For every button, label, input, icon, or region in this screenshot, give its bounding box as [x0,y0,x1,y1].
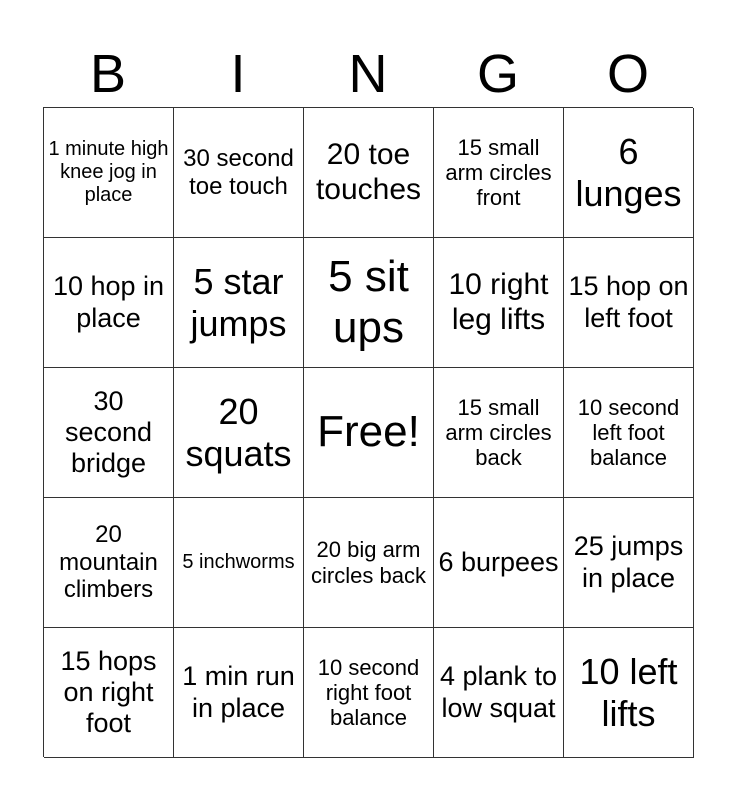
bingo-cell[interactable] [434,238,564,368]
cell-text: 10 hop in place [52,271,165,333]
bingo-cell[interactable] [304,498,434,628]
cell-text: 4 plank to low squat [439,661,558,723]
cell-text: 20 squats [185,391,292,474]
cell-text: Free! [317,407,420,457]
bingo-cell[interactable] [44,628,174,758]
bingo-cell[interactable] [174,238,304,368]
bingo-cell[interactable] [174,108,304,238]
cell-text: 30 second toe touch [183,144,294,200]
cell-text: 30 second bridge [64,385,153,479]
header-letter-o: O [606,44,649,104]
bingo-cell[interactable] [564,368,694,498]
cell-text: 5 sit ups [328,251,409,352]
cell-text: 15 small arm circles back [445,394,552,471]
bingo-cell[interactable] [304,108,434,238]
bingo-header [43,40,693,108]
cell-text: 10 left lifts [579,651,678,734]
cell-text: 20 toe touches [315,138,422,206]
bingo-cell[interactable] [434,108,564,238]
free-space[interactable] [304,368,434,498]
cell-text: 1 minute high knee jog in place [48,138,169,206]
header-letter-g: G [476,44,519,104]
header-letter-b: B [89,44,127,104]
cell-text: 15 small arm circles front [445,134,552,211]
cell-text: 1 min run in place [182,661,295,723]
bingo-cell[interactable] [174,628,304,758]
bingo-cell[interactable] [174,498,304,628]
bingo-cell[interactable] [304,628,434,758]
bingo-cell[interactable] [564,108,694,238]
bingo-cell[interactable] [44,108,174,238]
bingo-cell[interactable] [564,498,694,628]
header-letter-i: I [230,44,246,104]
bingo-cell[interactable] [304,238,434,368]
bingo-cell[interactable] [564,238,694,368]
cell-text: 10 second right foot balance [317,654,420,731]
bingo-cell[interactable] [434,628,564,758]
bingo-cell[interactable] [564,628,694,758]
cell-text: 5 inchworms [182,551,295,573]
cell-text: 10 right leg lifts [448,268,549,336]
cell-text: 6 burpees [438,546,559,577]
bingo-cell[interactable] [44,238,174,368]
cell-text: 5 star jumps [190,261,287,344]
cell-text: 15 hops on right foot [60,645,157,739]
bingo-cell[interactable] [44,368,174,498]
cell-text: 6 lunges [575,131,682,214]
bingo-cell[interactable] [434,498,564,628]
bingo-grid [43,107,693,757]
cell-text: 25 jumps in place [573,531,684,593]
cell-text: 10 second left foot balance [577,394,680,471]
cell-text: 15 hop on left foot [568,271,689,333]
bingo-cell[interactable] [44,498,174,628]
cell-text: 20 big arm circles back [311,537,426,588]
bingo-cell[interactable] [434,368,564,498]
header-letter-n: N [348,44,388,104]
bingo-cell[interactable] [174,368,304,498]
cell-text: 20 mountain climbers [59,521,158,604]
